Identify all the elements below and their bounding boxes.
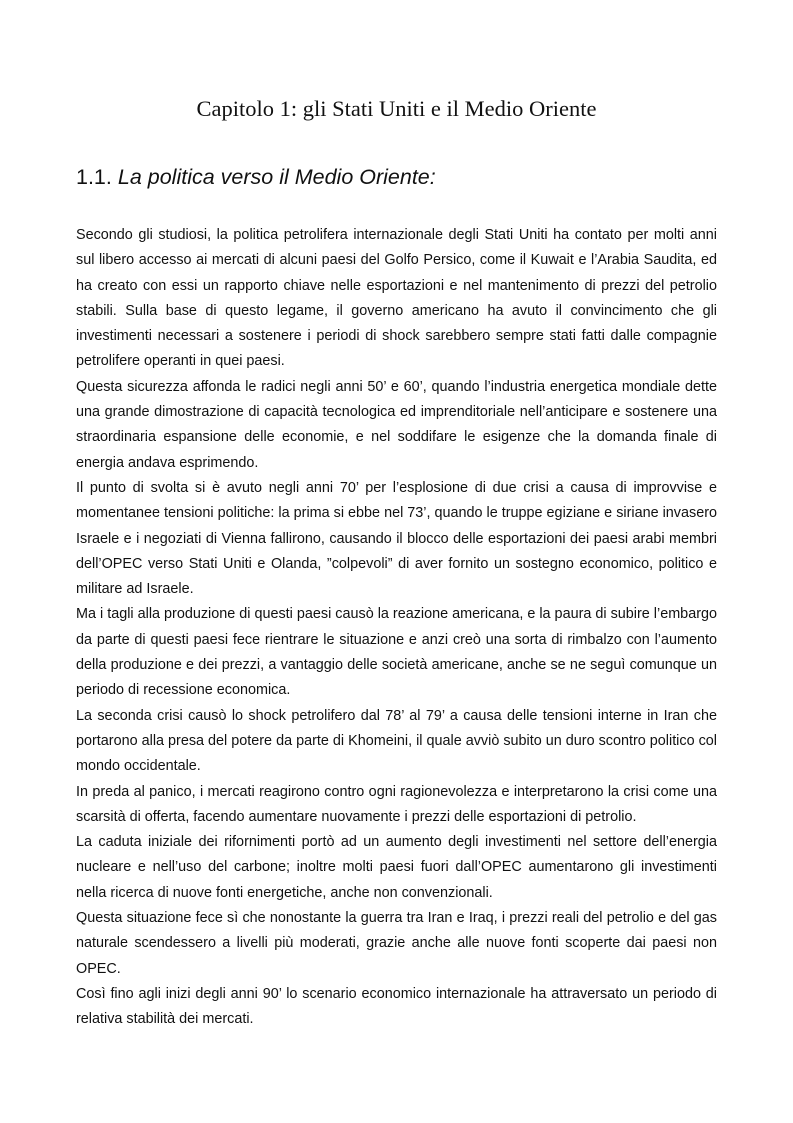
paragraph: Secondo gli studiosi, la politica petrolifera internazionale degli Stati Uniti ha contato per molti anni sul libero accesso ai mercati di alcuni paesi del Golfo Persico, come il Kuwait e l’Arabia Saudita, ed ha creato con essi un rapporto chiave nelle esportazioni e nel mantenimento di prezzi del petrolio stabili. Sulla base di questo legame, il governo americano ha avuto il convincimento che gli investimenti necessari a sostenere i periodi di shock sarebbero sempre stati fatti dalle compagnie petrolifere operanti in quei paesi. xyxy=(76,227,717,370)
paragraph: La seconda crisi causò lo shock petrolifero dal 78’ al 79’ a causa delle tensioni interne in Iran che portarono alla presa del potere da parte di Khomeini, il quale avviò subito un duro scontro politico col mondo occidentale. xyxy=(76,707,717,775)
body-text xyxy=(76,223,717,1033)
section-number: 1.1. xyxy=(76,165,112,189)
paragraph: Questa sicurezza affonda le radici negli anni 50’ e 60’, quando l’industria energetica mondiale dette una grande dimostrazione di capacità tecnologica ed imprenditoriale nell’anticipare e sostenere una straordinaria espansione delle economie, e nel soddifare le esigenze che la domanda finale di energia andava esprimendo. xyxy=(76,378,717,471)
paragraph: In preda al panico, i mercati reagirono contro ogni ragionevolezza e interpretarono la crisi come una scarsità di offerta, facendo aumentare nuovamente i prezzi delle esportazioni di petrolio. xyxy=(76,783,717,825)
paragraph: La caduta iniziale dei rifornimenti portò ad un aumento degli investimenti nel settore dell’energia nucleare e nell’uso del carbone; inoltre molti paesi fuori dall’OPEC aumentarono gli investimenti nella ricerca di nuove fonti energetiche, anche non convenzionali. xyxy=(76,834,717,901)
paragraph: Questa situazione fece sì che nonostante la guerra tra Iran e Iraq, i prezzi reali del petrolio e del gas naturale scendessero a livelli più moderati, grazie anche alle nuove fonti scoperte dai paesi non OPEC. xyxy=(76,910,717,977)
section-heading xyxy=(76,162,436,192)
paragraph: Ma i tagli alla produzione di questi paesi causò la reazione americana, e la paura di subire l’embargo da parte di questi paesi fece rientrare le situazione e anzi creò una sorta di rimbalzo con l’aumento della produzione e dei prezzi, a vantaggio delle società americane, anche se ne seguì comunque un periodo di recessione economica. xyxy=(76,606,717,699)
paragraph: Il punto di svolta si è avuto negli anni 70’ per l’esplosione di due crisi a causa di improvvise e momentanee tensioni politiche: la prima si ebbe nel 73’, quando le truppe egiziane e siriane invasero Israele e i negoziati di Vienna fallirono, causando il blocco delle esportazioni dei paesi arabi membri dell’OPEC verso Stati Uniti e Olanda, ”colpevoli” di aver fornito un sostegno economico, politico e militare ad Israele. xyxy=(76,479,717,598)
chapter-title: Capitolo 1: gli Stati Uniti e il Medio Oriente xyxy=(196,96,597,121)
section-title: La politica verso il Medio Oriente: xyxy=(117,165,436,189)
paragraph: Così fino agli inizi degli anni 90’ lo scenario economico internazionale ha attraversato un periodo di relativa stabilità dei mercati. xyxy=(76,985,717,1028)
